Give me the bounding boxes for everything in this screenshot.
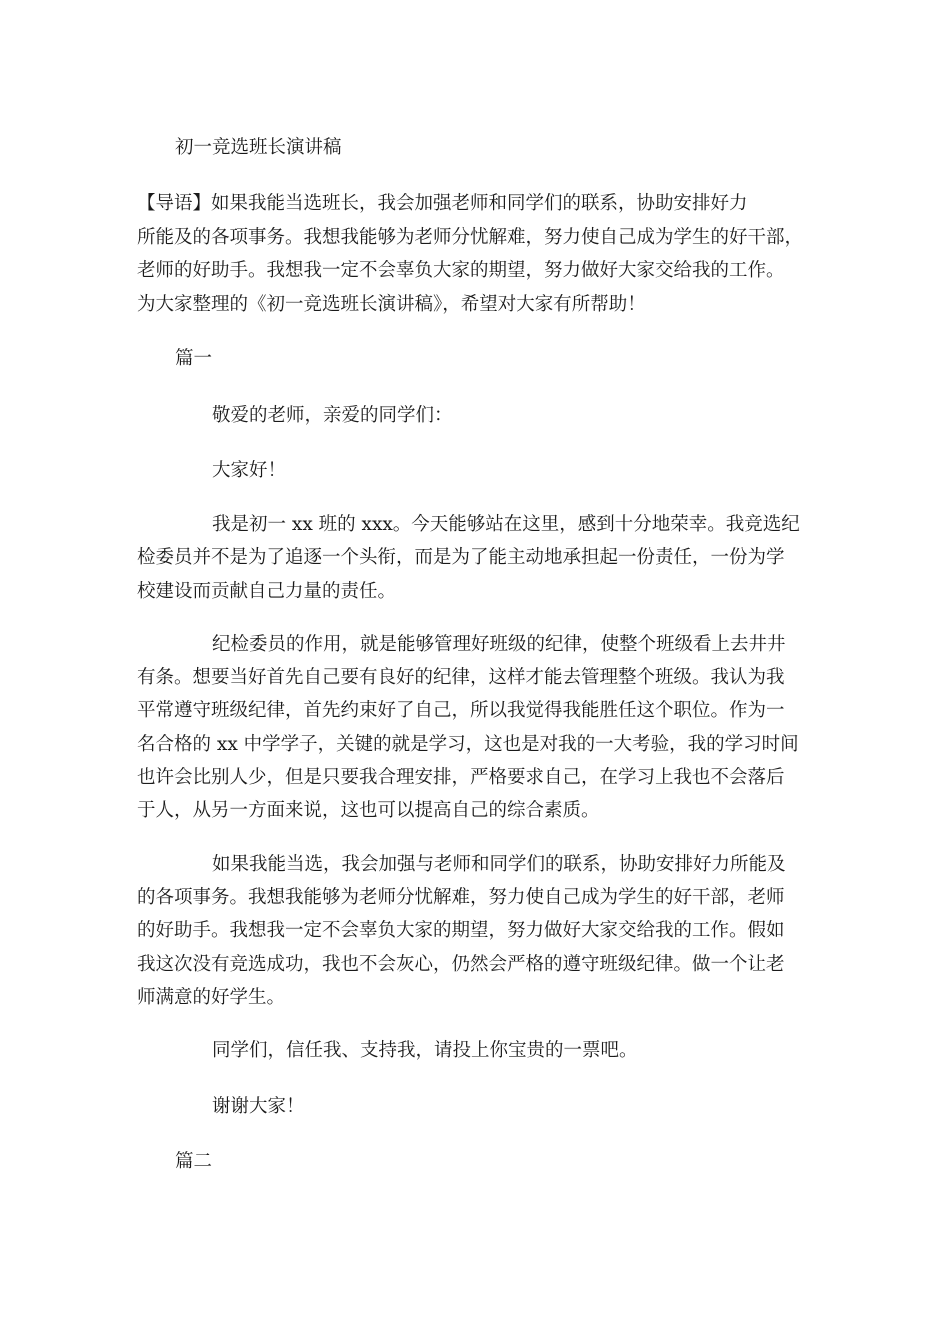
intro-line: 【导语】如果我能当选班长，我会加强老师和同学们的联系，协助安排好力 bbox=[137, 193, 748, 214]
greeting: 大家好！ bbox=[212, 460, 287, 481]
paragraph-line: 于人，从另一方面来说，这也可以提高自己的综合素质。 bbox=[137, 800, 600, 821]
paragraph-line: 我这次没有竞选成功，我也不会灰心，仍然会严格的遵守班级纪律。做一个让老 bbox=[137, 954, 785, 975]
paragraph-line: 的好助手。我想我一定不会辜负大家的期望，努力做好大家交给我的工作。假如 bbox=[137, 920, 785, 941]
paragraph-line: 的各项事务。我想我能够为老师分忧解难，努力使自己成为学生的好干部，老师 bbox=[137, 887, 785, 908]
paragraph-line: 名合格的 xx 中学学子，关键的就是学习，这也是对我的一大考验，我的学习时间 bbox=[137, 734, 799, 755]
paragraph-line: 检委员并不是为了追逐一个头衔，而是为了能主动地承担起一份责任，一份为学 bbox=[137, 547, 785, 568]
paragraph-line: 纪检委员的作用，就是能够管理好班级的纪律，使整个班级看上去井井 bbox=[212, 634, 786, 655]
paragraph-line: 师满意的好学生。 bbox=[137, 987, 286, 1008]
paragraph-line: 平常遵守班级纪律，首先约束好了自己，所以我觉得我能胜任这个职位。作为一 bbox=[137, 700, 785, 721]
document-title: 初一竞选班长演讲稿 bbox=[175, 137, 342, 158]
paragraph-line: 如果我能当选，我会加强与老师和同学们的联系，协助安排好力所能及 bbox=[212, 854, 786, 875]
paragraph-line: 也许会比别人少，但是只要我合理安排，严格要求自己，在学习上我也不会落后 bbox=[137, 767, 785, 788]
closing-thanks: 谢谢大家！ bbox=[212, 1096, 305, 1117]
intro-line: 老师的好助手。我想我一定不会辜负大家的期望，努力做好大家交给我的工作。 bbox=[137, 260, 785, 281]
closing-appeal: 同学们，信任我、支持我，请投上你宝贵的一票吧。 bbox=[212, 1040, 638, 1061]
section-heading-1: 篇一 bbox=[175, 348, 213, 369]
paragraph-line: 校建设而贡献自己力量的责任。 bbox=[137, 581, 397, 602]
intro-line: 所能及的各项事务。我想我能够为老师分忧解难，努力使自己成为学生的好干部， bbox=[137, 227, 804, 248]
section-heading-2: 篇二 bbox=[175, 1151, 213, 1172]
paragraph-line: 我是初一 xx 班的 xxx。今天能够站在这里，感到十分地荣幸。我竞选纪 bbox=[212, 514, 800, 535]
intro-line: 为大家整理的《初一竞选班长演讲稿》，希望对大家有所帮助！ bbox=[137, 294, 646, 315]
paragraph-line: 有条。想要当好首先自己要有良好的纪律，这样才能去管理整个班级。我认为我 bbox=[137, 667, 785, 688]
salutation: 敬爱的老师，亲爱的同学们： bbox=[212, 405, 453, 426]
